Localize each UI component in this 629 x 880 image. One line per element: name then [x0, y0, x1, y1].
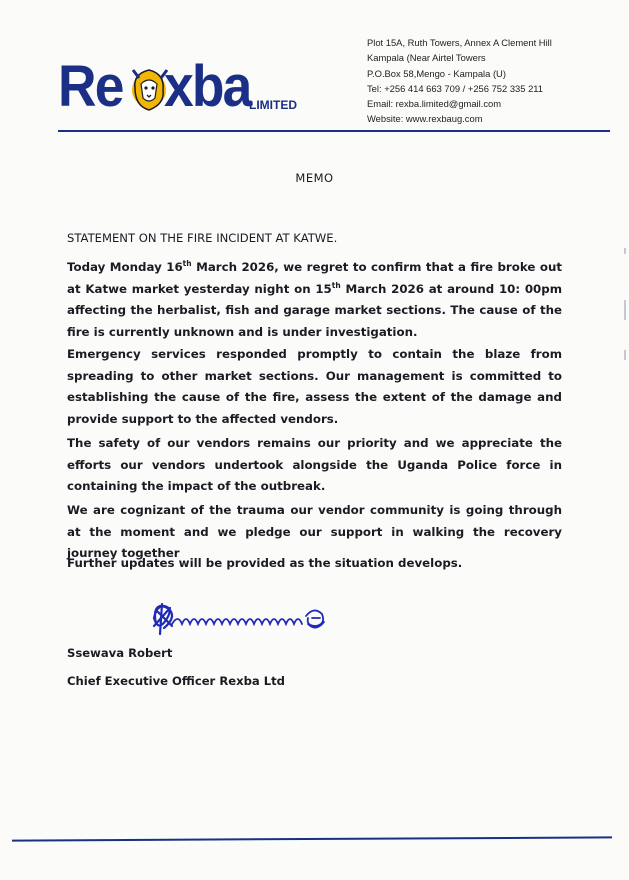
signature-scribble [148, 596, 338, 642]
contact-email: Email: rexba.limited@gmail.com [367, 98, 502, 110]
signer-name: Ssewava Robert [67, 646, 173, 660]
signer-title: Chief Executive Officer Rexba Ltd [67, 674, 285, 688]
contact-website: Website: www.rexbaug.com [367, 113, 483, 125]
contact-city: Kampala (Near Airtel Towers [367, 52, 486, 64]
scan-artifact [624, 300, 626, 320]
paragraph-4: We are cognizant of the trauma our vendor community is going through at the moment and we pledge our support in walking the recovery journey together [67, 503, 562, 560]
paragraph-1: Today Monday 16th March 2026, we regret to confirm that a fire broke out at Katwe market yesterday night on 15th March 2026 at around 10: 00pm affecting the herbalist, fish and garage market sections. The cause of the fire is currently unknown and is under investigation. [67, 259, 562, 339]
memo-subject: STATEMENT ON THE FIRE INCIDENT AT KATWE. [67, 231, 338, 245]
memo-title: MEMO [295, 171, 334, 185]
footer-divider [12, 836, 612, 841]
logo-suffix: LIMITED [249, 98, 297, 112]
logo-text-xba: xba [164, 54, 251, 119]
paragraph-2: Emergency services responded promptly to contain the blaze from spreading to other market sections. Our management is committed to establishing the cause of the fire, assess the extent of the damage and provide support to the affected vendors. [67, 347, 562, 426]
contact-phone: Tel: +256 414 663 709 / +256 752 335 211 [367, 82, 544, 94]
header-divider [58, 130, 610, 132]
contact-pobox: P.O.Box 58,Mengo - Kampala (U) [367, 67, 506, 79]
paragraph-5: Further updates will be provided as the situation develops. [67, 556, 463, 570]
logo-text-re: Re [58, 54, 123, 119]
contact-address: Plot 15A, Ruth Towers, Annex A Clement Hill [367, 37, 552, 48]
paragraph-3: The safety of our vendors remains our priority and we appreciate the efforts our vendors undertook alongside the Uganda Police force in containing the impact of the outbreak. [67, 436, 562, 493]
contact-block [367, 35, 617, 127]
scan-artifact [624, 350, 626, 360]
scan-artifact [624, 248, 626, 254]
